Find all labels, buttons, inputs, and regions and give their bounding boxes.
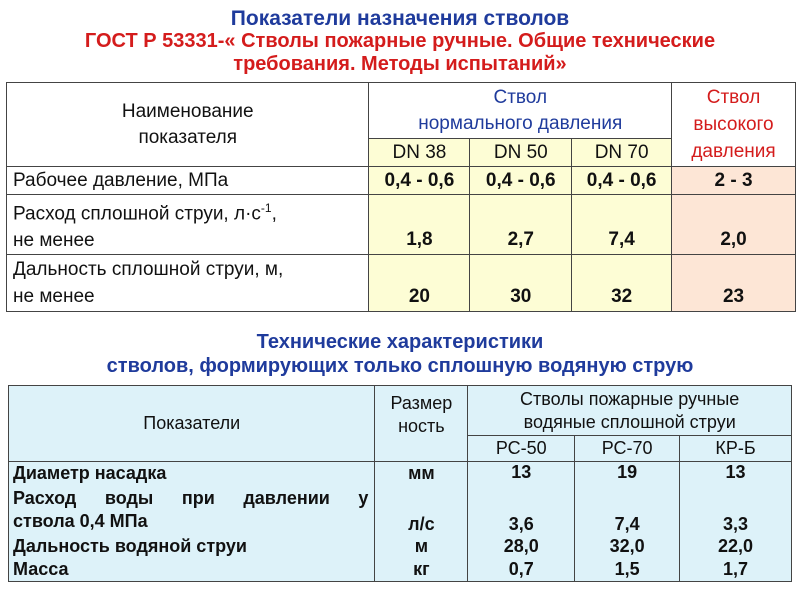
cell-value: 32 xyxy=(572,255,672,312)
header-dn38: DN 38 xyxy=(369,139,470,167)
row-flow-name: Расход сплошной струи, $л\cdot с^{-1}$, не менее xyxy=(7,195,369,255)
cell-unit: м xyxy=(375,535,468,558)
row-range-name: Дальность сплошной струи, м, не менее xyxy=(7,255,369,312)
cell-value: 1,5 xyxy=(575,558,680,582)
cell-value: 22,0 xyxy=(680,535,792,558)
cell-value: 3,3 xyxy=(680,486,792,535)
header-high-pressure: Ствол высокого давления xyxy=(672,83,796,167)
row-working-pressure-name: Рабочее давление, МПа xyxy=(7,167,369,195)
row-mass-name: Масса xyxy=(9,558,375,582)
cell-value: 0,7 xyxy=(468,558,575,582)
standard-title-line2: требования. Методы испытаний» xyxy=(233,53,567,75)
page-title: Показатели назначения стволов xyxy=(230,7,570,30)
cell-value: 13 xyxy=(680,462,792,486)
cell-value-high: 2 - 3 xyxy=(672,167,796,195)
cell-value: 13 xyxy=(468,462,575,486)
cell-value: 20 xyxy=(369,255,470,312)
standard-title-line1: ГОСТ Р 53331-« Стволы пожарные ручные. Общие технические xyxy=(84,30,716,52)
purpose-indicators-table xyxy=(6,82,796,312)
cell-value-high: 23 xyxy=(672,255,796,312)
cell-value: 32,0 xyxy=(575,535,680,558)
cell-unit: кг xyxy=(375,558,468,582)
header-normal-pressure: Ствол нормального давления xyxy=(369,83,672,139)
cell-unit: мм xyxy=(375,462,468,486)
cell-unit: л/с xyxy=(375,486,468,535)
header-dn50: DN 50 xyxy=(470,139,572,167)
characteristics-table xyxy=(8,385,792,582)
cell-value: 28,0 xyxy=(468,535,575,558)
cell-value: 3,6 xyxy=(468,486,575,535)
cell-value-high: 2,0 xyxy=(672,195,796,255)
cell-value: 0,4 - 0,6 xyxy=(572,167,672,195)
header-model-krb: КР-Б xyxy=(680,436,792,462)
section2-title-line2: стволов, формирующих только сплошную водяную струю xyxy=(106,355,694,377)
cell-value: 30 xyxy=(470,255,572,312)
header-unit: Размер ность xyxy=(375,386,468,462)
cell-value: 2,7 xyxy=(470,195,572,255)
section2-title-line1: Технические характеристики xyxy=(256,331,544,353)
cell-value: 0,4 - 0,6 xyxy=(369,167,470,195)
cell-value: 1,7 xyxy=(680,558,792,582)
row-flow-name: Расход воды при давлении у ствола 0,4 МПа xyxy=(9,486,375,535)
cell-value: 1,8 xyxy=(369,195,470,255)
header-dn70: DN 70 xyxy=(572,139,672,167)
row-range-name: Дальность водяной струи xyxy=(9,535,375,558)
cell-value: 0,4 - 0,6 xyxy=(470,167,572,195)
header-nozzle-group: Стволы пожарные ручные водяные сплошной струи xyxy=(468,386,792,436)
cell-value: 7,4 xyxy=(575,486,680,535)
header-indicator-name: Наименование показателя xyxy=(7,83,369,167)
row-diameter-name: Диаметр насадка xyxy=(9,462,375,486)
cell-value: 7,4 xyxy=(572,195,672,255)
header-model-rs50: РС-50 xyxy=(468,436,575,462)
header-indicators: Показатели xyxy=(9,386,375,462)
cell-value: 19 xyxy=(575,462,680,486)
header-model-rs70: РС-70 xyxy=(575,436,680,462)
